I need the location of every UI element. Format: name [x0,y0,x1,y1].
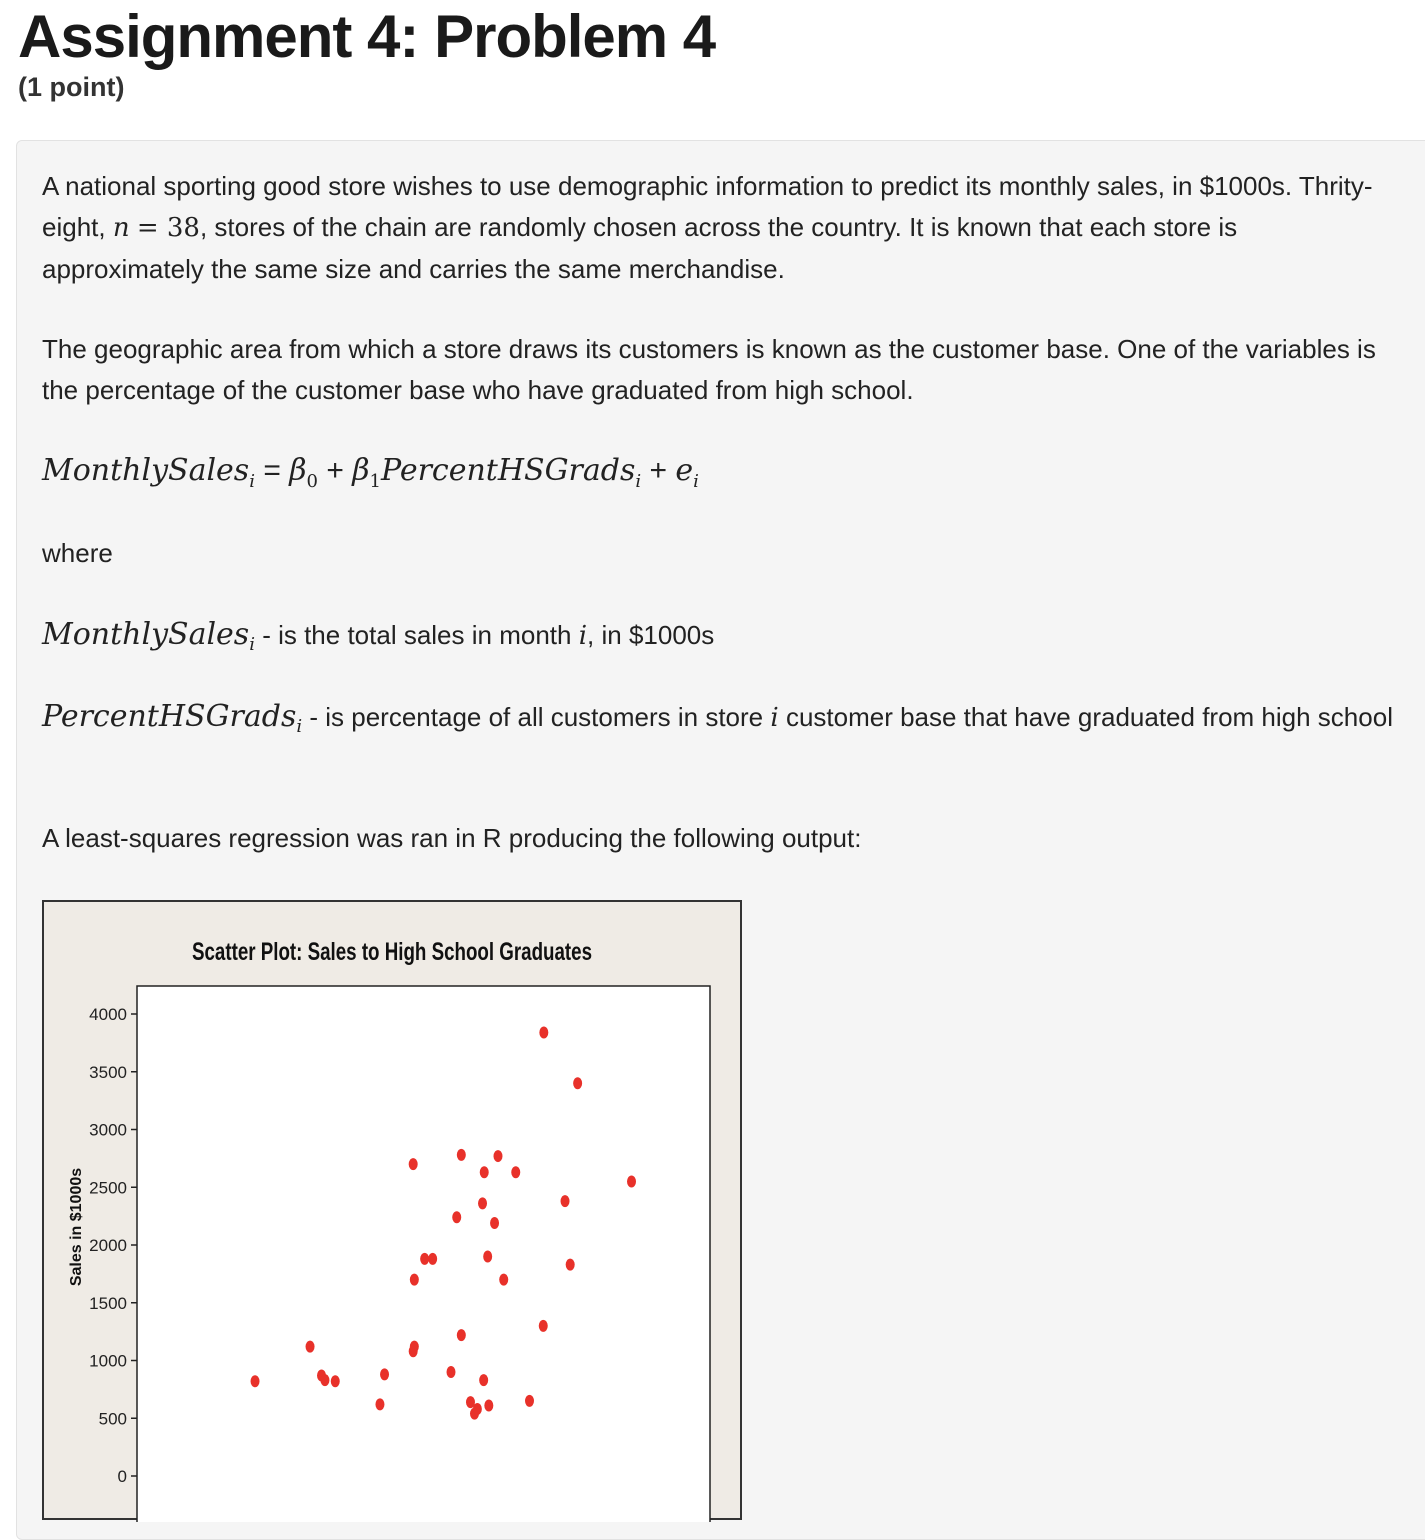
scatter-plot [44,902,744,1522]
data-point [380,1368,389,1380]
def1-variable: MonthlySales [42,617,250,652]
def1-text: - is the total sales in month [262,620,572,650]
formula-beta1: β [352,453,370,488]
intro-text-b: , stores of the chain are randomly chosen across the country. It is known that each store is approximately the same size and carries the same merchandise. [42,212,1238,284]
data-point [410,1274,419,1286]
y-tick-label: 1000 [89,1351,127,1371]
y-tick-label: 3500 [89,1062,127,1082]
sample-size-symbol: n [112,213,130,243]
data-point [539,1320,548,1332]
def2-text: - is percentage of all customers in store [309,702,764,732]
definition-monthly-sales [42,614,1402,665]
data-point [457,1329,466,1341]
data-point [447,1366,456,1378]
formula-error: e [675,453,694,488]
data-point [627,1175,636,1187]
formula-equals: = [263,454,281,487]
y-tick-label: 1500 [89,1293,127,1313]
def1-end: , in $1000s [587,620,715,650]
y-axis-label: Sales in $1000s [68,1167,85,1287]
formula-lhs-subscript: i [249,471,255,492]
data-point [410,1341,419,1353]
data-point [320,1374,329,1386]
data-point [457,1149,466,1161]
data-point [566,1259,575,1271]
formula-beta1-subscript: 1 [369,471,381,492]
data-point [473,1403,482,1415]
formula-beta0: β [289,453,307,488]
formula-rhs-subscript: i [635,471,642,492]
formula-error-subscript: i [693,471,699,492]
where-label: where [42,538,113,568]
data-point [480,1166,489,1178]
def2-index: i [770,703,779,733]
data-point [306,1341,315,1353]
data-point [493,1150,502,1162]
data-point [484,1400,493,1412]
sample-size-value: = 38 [136,213,200,243]
regression-intro: A least-squares regression was ran in R producing the following output: [42,823,862,853]
formula-plus-2: + [649,454,668,487]
intro-text-a: A national sporting good store wishes to use demographic information to predict its monthly sales, in $1000s. Thrity-eight, [42,171,1373,242]
data-point [420,1253,429,1265]
point-value: (1 point) [18,72,125,102]
data-point [561,1195,570,1207]
data-point [511,1166,520,1178]
data-point [331,1375,340,1387]
data-point [539,1026,548,1038]
chart-title: Scatter Plot: Sales to High School Graduates [192,938,592,966]
formula-beta0-subscript: 0 [306,471,318,492]
data-point [479,1374,488,1386]
data-point [428,1253,437,1265]
def2-subscript: i [296,716,303,738]
scatter-plot-image [42,900,742,1520]
formula-rhs-variable: PercentHSGrads [381,453,636,488]
data-point [525,1395,534,1407]
def1-subscript: i [249,634,255,656]
data-point [409,1158,418,1170]
formula-lhs: MonthlySales [42,453,250,488]
page-title: Assignment 4: Problem 4 [18,3,716,70]
data-point [478,1197,487,1209]
data-point [573,1077,582,1089]
data-point [251,1375,260,1387]
intro-paragraph [42,166,1402,290]
definition-percent-hs-grads [42,696,1402,747]
y-tick-label: 3000 [89,1120,127,1140]
y-tick-label: 500 [98,1409,127,1429]
def2-variable: PercentHSGrads [42,699,297,734]
def2-end: customer base that have graduated from high school [785,702,1393,732]
def1-index: i [578,621,588,651]
customer-base-paragraph: The geographic area from which a store draws its customers is known as the customer base. One of the variables is the percentage of the customer base who have graduated from high school. [42,334,1376,405]
regression-model-formula [42,450,1402,502]
data-point [375,1398,384,1410]
data-point [483,1251,492,1263]
formula-plus-1: + [326,454,344,487]
y-tick-label: 2000 [89,1236,127,1255]
data-point [452,1211,461,1223]
y-tick-label: 0 [117,1467,127,1486]
data-point [490,1217,499,1229]
y-tick-label: 2500 [89,1178,127,1198]
y-tick-label: 4000 [89,1005,127,1024]
data-point [499,1274,508,1286]
